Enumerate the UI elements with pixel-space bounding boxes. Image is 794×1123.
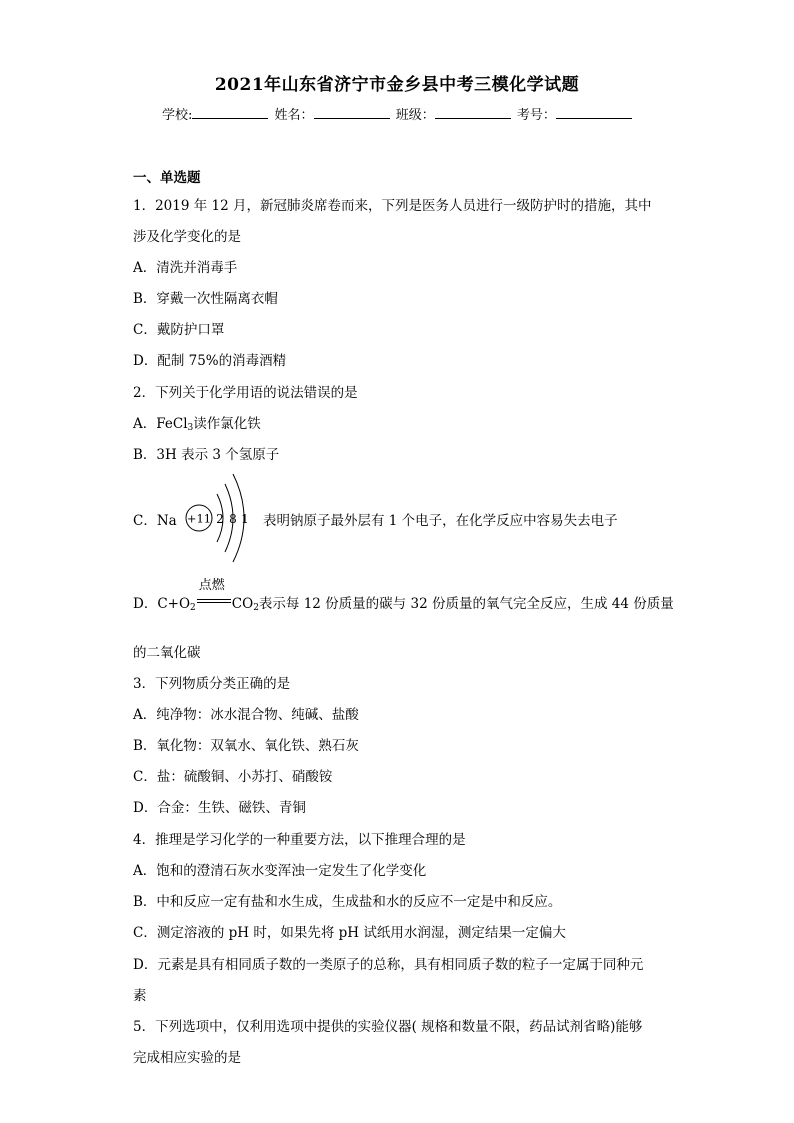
q1-stem-line1: 1．2019 年 12 月，新冠肺炎席卷而来，下列是医务人员进行一级防护时的措施，其中 xyxy=(133,198,652,214)
q2-stem: 2．下列关于化学用语的说法错误的是 xyxy=(133,385,358,401)
q2-option-c-label: C．Na xyxy=(133,513,177,529)
q2-option-a: A．FeCl$_3$读作氯化铁 xyxy=(133,416,261,433)
q4-option-d-line1: D．元素是具有相同质子数的一类原子的总称，具有相同质子数的粒子一定属于同种元 xyxy=(133,957,644,973)
q4-option-b: B．中和反应一定有盐和水生成，生成盐和水的反应不一定是中和反应。 xyxy=(133,894,562,910)
q4-option-d-line2: 素 xyxy=(133,988,147,1004)
shell-2-electrons: 8 xyxy=(229,512,237,526)
q2-option-d-line2: 的二氧化碳 xyxy=(133,645,201,661)
q2-option-d: D．$C+O_2$ 点燃 $CO_2$表示每 12 份质量的碳与 32 份质量的氧气完全反应，生成 44 份质量 xyxy=(133,578,674,613)
q4-option-c: C．测定溶液的 pH 时，如果先将 pH 试纸用水润湿，测定结果一定偏大 xyxy=(133,925,566,941)
sodium-atom-structure-diagram xyxy=(183,468,261,564)
q4-stem: 4．推理是学习化学的一种重要方法，以下推理合理的是 xyxy=(133,832,466,848)
class-blank xyxy=(435,106,511,119)
nucleus-charge: +11 xyxy=(186,511,212,526)
q2-option-b: B．3H 表示 3 个氢原子 xyxy=(133,447,280,463)
exam-title: 2021年山东省济宁市金乡县中考三模化学试题 xyxy=(214,75,580,95)
q3-option-a: A．纯净物：冰水混合物、纯碱、盐酸 xyxy=(133,707,359,723)
q4-option-a: A．饱和的澄清石灰水变浑浊一定发生了化学变化 xyxy=(133,863,427,879)
id-blank xyxy=(556,106,632,119)
q3-stem: 3．下列物质分类正确的是 xyxy=(133,676,291,692)
section-title: 一、单选题 xyxy=(133,170,201,186)
q5-stem-line2: 完成相应实验的是 xyxy=(133,1050,241,1066)
q2-option-c-text: 表明钠原子最外层有 1 个电子，在化学反应中容易失去电子 xyxy=(263,513,618,529)
name-blank xyxy=(314,106,390,119)
q3-option-b: B．氧化物：双氧水、氧化铁、熟石灰 xyxy=(133,738,359,754)
school-label: 学校: xyxy=(162,108,193,123)
school-blank xyxy=(192,106,268,119)
name-label: 姓名： xyxy=(274,108,314,123)
q5-stem-line1: 5．下列选项中，仅利用选项中提供的实验仪器( 规格和数量不限，药品试剂省略)能够 xyxy=(133,1019,643,1035)
class-label: 班级： xyxy=(395,108,435,123)
q1-option-b: B．穿戴一次性隔离衣帽 xyxy=(133,291,278,307)
q1-option-c: C．戴防护口罩 xyxy=(133,322,225,338)
id-label: 考号： xyxy=(516,108,556,123)
q3-option-d: D．合金：生铁、磁铁、青铜 xyxy=(133,800,306,816)
shell-3-electrons: 1 xyxy=(241,512,249,526)
student-info-row xyxy=(162,104,634,123)
q1-option-d: D．配制 75%的消毒酒精 xyxy=(133,353,287,369)
reaction-condition: 点燃 xyxy=(197,594,231,608)
q1-option-a: A．清洗并消毒手 xyxy=(133,260,238,276)
q3-option-c: C．盐：硫酸铜、小苏打、硝酸铵 xyxy=(133,769,333,785)
q1-stem-line2: 涉及化学变化的是 xyxy=(133,229,241,245)
shell-1-electrons: 2 xyxy=(216,512,224,526)
